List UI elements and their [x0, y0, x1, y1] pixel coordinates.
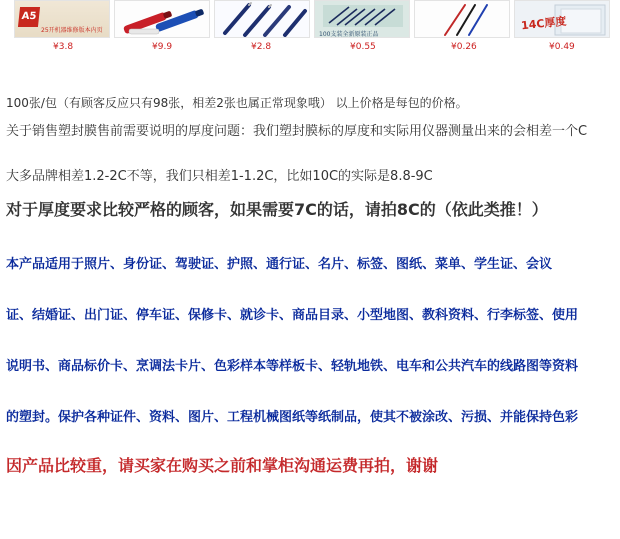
ordering-advice: 对于厚度要求比较严格的顾客，如果需要7C的话，请拍8C的（依此类推！） [6, 200, 548, 219]
product-price: ¥0.49 [549, 42, 575, 52]
markers-image [115, 1, 210, 38]
uses-paragraph-2: 证、结婚证、出门证、停车证、保修卡、就诊卡、商品目录、小型地图、教科资料、行李标签、使用 [6, 308, 579, 323]
product-caption: 100支装全新原装正品 [319, 31, 379, 38]
product-thumb-pen-refills-pack[interactable] [314, 0, 410, 38]
thickness-note: 关于销售塑封膜售前需要说明的厚度问题：我们塑封膜标的厚度和实际用仪器测量出来的会相差一个C [6, 124, 588, 139]
product-price: ¥2.8 [251, 42, 272, 52]
uses-paragraph-3: 说明书、商品标价卡、烹调法卡片、色彩样本等样板卡、轻轨地铁、电车和公共汽车的线路图等资料 [6, 359, 579, 374]
product-caption: 25开机器维修版本内页 [41, 27, 103, 34]
uses-paragraph-4: 的塑封。保护各种证件、资料、图片、工程机械图纸等纸制品，使其不被涂改、污损、并能保持色彩 [6, 410, 579, 425]
product-price: ¥0.55 [350, 42, 376, 52]
product-price: ¥9.9 [152, 42, 173, 52]
refills-image [415, 1, 510, 38]
product-thumb-laminating-pouches-a5[interactable] [14, 0, 110, 38]
brand-difference-note: 大多品牌相差1.2-2C不等，我们只相差1-1.2C，比如10C的实际是8.8-9C [6, 169, 433, 184]
size-badge: A5 [18, 7, 40, 27]
thickness-tag: 14C厚度 [520, 14, 567, 33]
product-thumb-refills[interactable] [414, 0, 510, 38]
product-thumb-pens[interactable] [214, 0, 310, 38]
product-price: ¥3.8 [53, 42, 74, 52]
product-thumbnail-strip [0, 0, 620, 56]
uses-paragraph-1: 本产品适用于照片、身份证、驾驶证、护照、通行证、名片、标签、图纸、菜单、学生证、会议 [6, 257, 553, 272]
shipping-warning: 因产品比较重，请买家在购买之前和掌柜沟通运费再拍，谢谢 [6, 456, 439, 475]
pens-image [215, 1, 310, 38]
product-thumb-markers[interactable] [114, 0, 210, 38]
pack-quantity-note: 100张/包（有顾客反应只有98张，相差2张也属正常现象哦） 以上价格是每包的价格。 [6, 96, 468, 110]
product-thumb-14c-pouches[interactable] [514, 0, 610, 38]
product-price: ¥0.26 [451, 42, 477, 52]
